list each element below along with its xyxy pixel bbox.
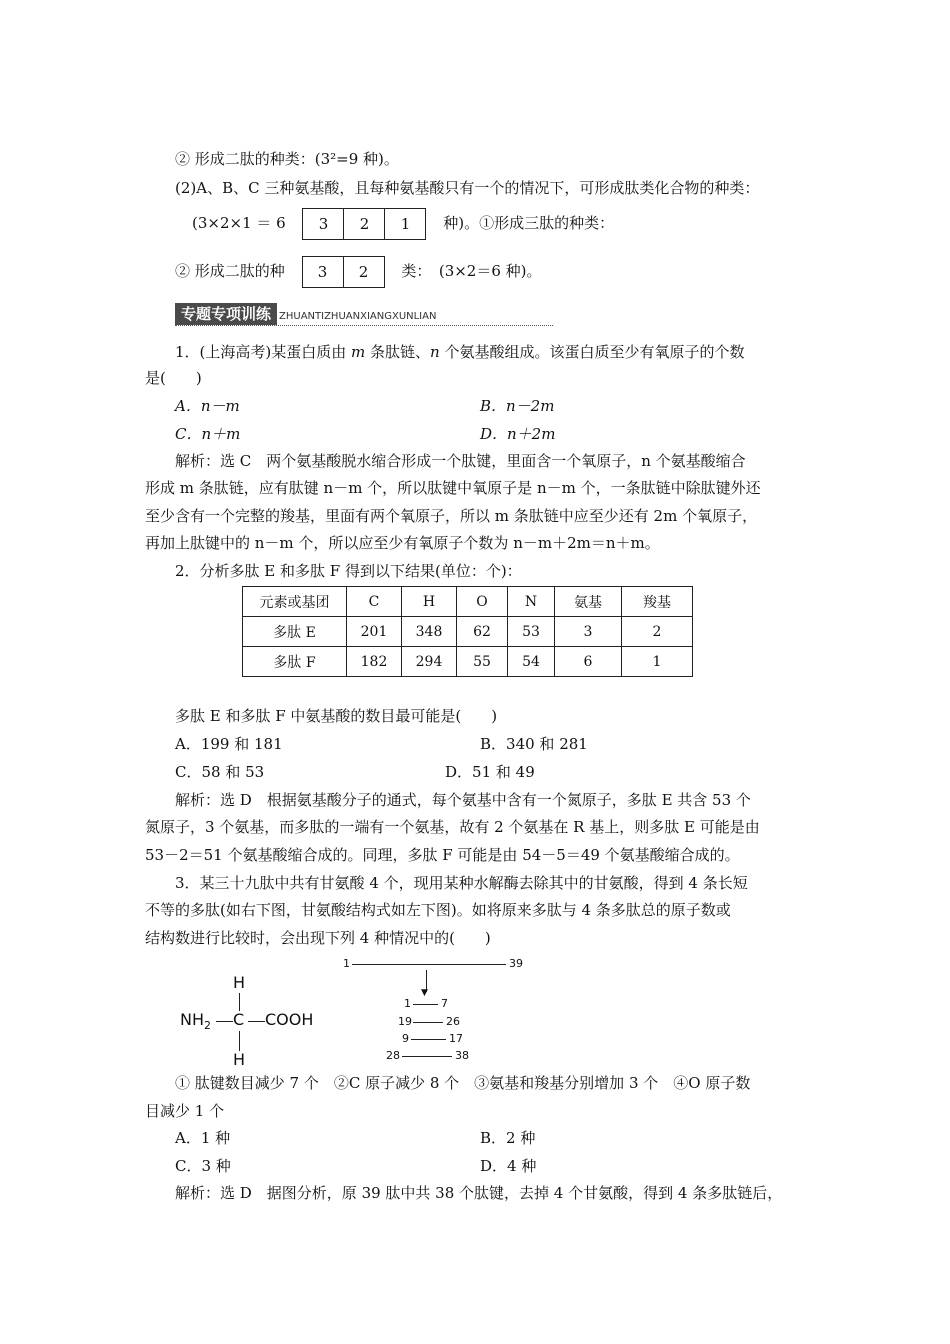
intro-line-3-post: 种)。①形成三肽的种类：	[443, 214, 615, 232]
bond-right	[248, 1021, 265, 1022]
q3-stem-3: 结构数进行比较时，会出现下列 4 种情况中的( )	[145, 929, 491, 947]
intro-line-4-post: 类： (3×2＝6 种)。	[401, 262, 542, 280]
q2-option-c: C．58 和 53	[175, 763, 265, 781]
segment-start: 19	[398, 1015, 412, 1028]
table-cell: 182	[347, 647, 402, 677]
q2-analysis-2: 氮原子，3 个氨基，而多肽的一端有一个氨基，故有 2 个氨基在 R 基上，则多肽 E 可能是由	[145, 818, 760, 836]
table-header-cell: 元素或基团	[243, 587, 347, 617]
q3-option-a: A．1 种	[175, 1129, 231, 1147]
table-header-cell: O	[457, 587, 508, 617]
intro-line-3-pre: (3×2×1 ＝ 6	[192, 214, 286, 232]
table-row	[243, 647, 693, 677]
atom-c: C	[233, 1010, 245, 1029]
q3-option-b: B．2 种	[480, 1129, 536, 1147]
box-row-3-2-1	[302, 208, 426, 240]
table-row	[243, 617, 693, 647]
table-cell: 53	[508, 617, 555, 647]
segment-end: 17	[449, 1032, 463, 1045]
table-header-cell: 羧基	[622, 587, 693, 617]
q1-stem-2: 是( )	[145, 369, 202, 387]
segment-start: 9	[402, 1032, 409, 1045]
intro-line-4	[175, 256, 542, 288]
table-cell: 1	[622, 647, 693, 677]
q1-option-b: B．n－2m	[480, 397, 555, 415]
table-cell: 348	[402, 617, 457, 647]
q1-stem-1: 1．(上海高考)某蛋白质由 m 条肽链、n 个氨基酸组成。该蛋白质至少有氧原子的个数	[175, 343, 745, 361]
table-header-cell: H	[402, 587, 457, 617]
amino-group: $NH_2$	[180, 1010, 211, 1032]
q2-option-b: B．340 和 281	[480, 735, 588, 753]
q1-analysis-3: 至少含有一个完整的羧基，里面有两个氧原子，所以 m 条肽链中应至少还有 2m 个氧原子，	[145, 507, 758, 525]
segment-line	[413, 1022, 443, 1023]
atom-h-top: H	[233, 973, 246, 992]
box-row-3-2	[302, 256, 385, 288]
section-title: 专题专项训练	[175, 303, 277, 325]
q2-option-d: D．51 和 49	[445, 763, 535, 781]
segment-line	[402, 1056, 452, 1057]
box-cell: 1	[400, 215, 411, 233]
box-cell: 2	[344, 209, 385, 239]
q1-option-c: C．n＋m	[175, 425, 241, 443]
q3-items-1: ① 肽键数目减少 7 个 ②C 原子减少 8 个 ③氨基和羧基分别增加 3 个 ④O 原子数	[175, 1074, 751, 1092]
q1-analysis-4: 再加上肽键中的 n－m 个，所以应至少有氧原子个数为 n－m＋2m＝n＋m。	[145, 534, 660, 552]
intro-line-4-pre: ② 形成二肽的种	[175, 262, 285, 280]
diagram-top-start: 1	[343, 957, 350, 970]
q2-option-a: A．199 和 181	[175, 735, 283, 753]
box-cell: 2	[358, 263, 369, 281]
dotted-divider	[175, 325, 553, 326]
box-cell: 3	[303, 209, 344, 239]
table-cell: 55	[457, 647, 508, 677]
segment-line	[411, 1039, 446, 1040]
q3-option-c: C．3 种	[175, 1157, 231, 1175]
table-cell: 294	[402, 647, 457, 677]
q3-option-d: D．4 种	[480, 1157, 537, 1175]
bond-vertical-bottom	[239, 1031, 240, 1051]
table-cell: 6	[555, 647, 622, 677]
segment-start: 28	[386, 1049, 400, 1062]
q2-analysis-3: 53－2＝51 个氨基酸缩合成的。同理，多肽 F 可能是由 54－5＝49 个氨基酸缩合成的。	[145, 846, 740, 864]
segment-start: 1	[404, 997, 411, 1010]
section-subtitle: ZHUANTIZHUANXIANGXUNLIAN	[279, 311, 437, 322]
table-header-cell: N	[508, 587, 555, 617]
q2-stem: 2．分析多肽 E 和多肽 F 得到以下结果(单位：个)：	[175, 562, 522, 580]
section-header	[175, 303, 436, 325]
q3-stem-2: 不等的多肽(如右下图，甘氨酸结构式如左下图)。如将原来多肽与 4 条多肽总的原子数或	[145, 901, 731, 919]
table-header-cell: 氨基	[555, 587, 622, 617]
element-table	[242, 586, 693, 677]
diagram-top-end: 39	[509, 957, 523, 970]
atom-h-bottom: H	[233, 1050, 246, 1069]
segment-end: 38	[455, 1049, 469, 1062]
table-cell: 多肽 F	[243, 647, 347, 677]
q1-analysis-2: 形成 m 条肽链，应有肽键 n－m 个，所以肽键中氧原子是 n－m 个，一条肽链中除肽键外还	[145, 479, 761, 497]
q1-option-a: A．n－m	[175, 397, 240, 415]
table-cell: 3	[555, 617, 622, 647]
q2-question: 多肽 E 和多肽 F 中氨基酸的数目最可能是( )	[175, 707, 498, 725]
carboxyl-group: COOH	[265, 1010, 314, 1029]
segment-line	[413, 1004, 438, 1005]
table-cell: 2	[622, 617, 693, 647]
box-cell: 3	[303, 257, 344, 287]
q1-option-d: D．n＋2m	[480, 425, 556, 443]
table-cell: 多肽 E	[243, 617, 347, 647]
table-header-cell: C	[347, 587, 402, 617]
segment-end: 7	[441, 997, 448, 1010]
q3-items-2: 目减少 1 个	[145, 1102, 225, 1120]
arrow-down-icon: ▼	[421, 988, 428, 998]
table-header-row	[243, 587, 693, 617]
intro-line-3	[192, 208, 614, 240]
table-cell: 62	[457, 617, 508, 647]
bond-left	[216, 1021, 233, 1022]
bond-vertical-top	[239, 993, 240, 1011]
q3-analysis-1: 解析：选 D 据图分析，原 39 肽中共 38 个肽键，去掉 4 个甘氨酸，得到 4 条多肽链后，	[175, 1184, 783, 1202]
table-cell: 54	[508, 647, 555, 677]
q2-analysis-1: 解析：选 D 根据氨基酸分子的通式，每个氨基中含有一个氮原子，多肽 E 共含 53 个	[175, 791, 751, 809]
intro-line-2: (2)A、B、C 三种氨基酸，且每种氨基酸只有一个的情况下，可形成肽类化合物的种类：	[175, 179, 760, 197]
diagram-top-line	[352, 964, 506, 965]
intro-line-1: ② 形成二肽的种类：(3²=9 种)。	[175, 150, 399, 168]
segment-end: 26	[446, 1015, 460, 1028]
table-cell: 201	[347, 617, 402, 647]
q1-analysis-1: 解析：选 C 两个氨基酸脱水缩合形成一个肽键，里面含一个氧原子，n 个氨基酸缩合	[175, 452, 746, 470]
q3-stem-1: 3．某三十九肽中共有甘氨酸 4 个，现用某种水解酶去除其中的甘氨酸，得到 4 条长短	[175, 874, 748, 892]
